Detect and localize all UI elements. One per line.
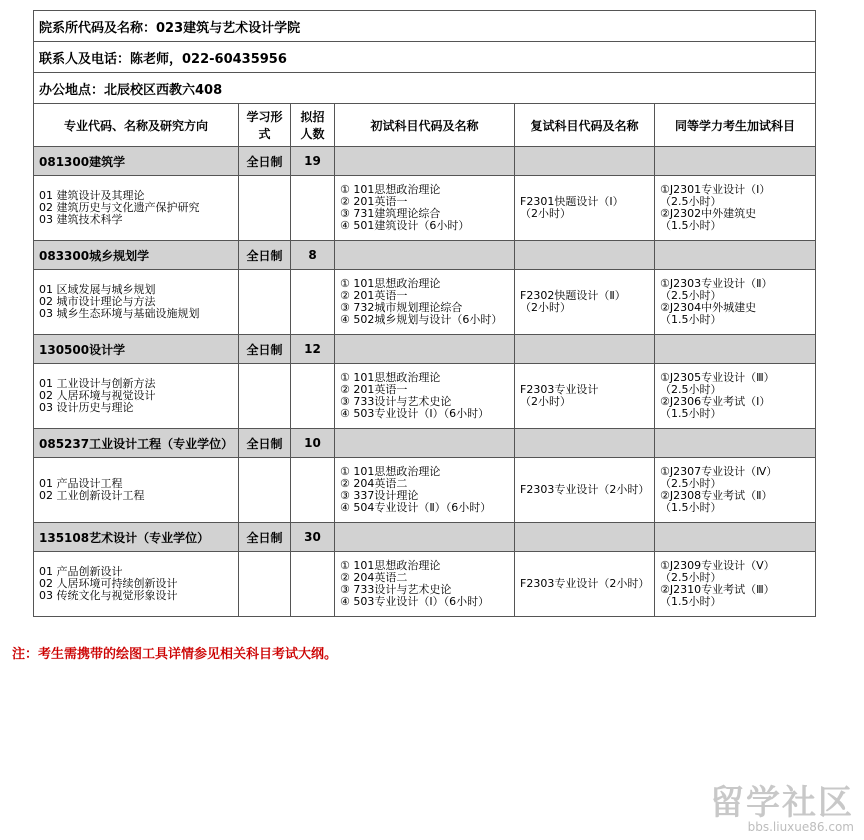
retest-subjects — [515, 458, 655, 523]
retest-subjects-line: F2303专业设计（2小时） — [520, 577, 650, 590]
prelim-subjects-line: ④ 503专业设计（Ⅰ）（6小时） — [340, 595, 490, 608]
extra-subjects-line: （1.5小时） — [660, 595, 722, 608]
quota: 12 — [291, 335, 335, 364]
program-detail-row — [34, 364, 816, 429]
retest-subjects-line: （2小时） — [520, 301, 571, 314]
prelim-subjects — [335, 458, 515, 523]
research-directions-line: 01 区域发展与城乡规划 — [39, 283, 156, 296]
extra-subjects-line: ①J2303专业设计（Ⅱ） — [660, 277, 773, 290]
program-name: 130500设计学 — [34, 335, 239, 364]
extra-subjects-line: ①J2301专业设计（Ⅰ） — [660, 183, 771, 196]
retest-subjects-line: F2302快题设计（Ⅱ） — [520, 289, 626, 302]
col-prelim: 初试科目代码及名称 — [335, 104, 515, 147]
prelim-subjects — [335, 364, 515, 429]
research-directions-line: 03 传统文化与视觉形象设计 — [39, 589, 178, 602]
empty-cell — [335, 147, 515, 176]
watermark-title: 留学社区 — [710, 783, 854, 823]
extra-subjects-line: ②J2310专业考试（Ⅲ） — [660, 583, 775, 596]
prelim-subjects-line: ① 101思想政治理论 — [340, 277, 441, 290]
prelim-subjects-line: ③ 733设计与艺术史论 — [340, 583, 452, 596]
retest-subjects — [515, 552, 655, 617]
empty-cell — [515, 241, 655, 270]
extra-subjects-line: （2.5小时） — [660, 383, 722, 396]
empty-cell — [515, 429, 655, 458]
extra-subjects-line: （1.5小时） — [660, 407, 722, 420]
quota: 30 — [291, 523, 335, 552]
study-mode: 全日制 — [239, 335, 291, 364]
col-retest: 复试科目代码及名称 — [515, 104, 655, 147]
research-directions-line: 02 工业创新设计工程 — [39, 489, 145, 502]
program-name: 083300城乡规划学 — [34, 241, 239, 270]
empty-cell — [335, 523, 515, 552]
study-mode: 全日制 — [239, 147, 291, 176]
empty-cell — [335, 241, 515, 270]
empty-cell — [515, 147, 655, 176]
admissions-table — [33, 10, 816, 617]
extra-subjects — [655, 552, 816, 617]
extra-subjects — [655, 176, 816, 241]
extra-subjects — [655, 364, 816, 429]
prelim-subjects-line: ② 204英语二 — [340, 571, 408, 584]
quota: 8 — [291, 241, 335, 270]
program-row — [34, 429, 816, 458]
study-mode: 全日制 — [239, 523, 291, 552]
empty-cell — [655, 335, 816, 364]
retest-subjects-line: （2小时） — [520, 207, 571, 220]
prelim-subjects-line: ② 201英语一 — [340, 195, 408, 208]
research-directions-line: 02 人居环境与视觉设计 — [39, 389, 156, 402]
research-directions — [34, 270, 239, 335]
extra-subjects-line: ①J2305专业设计（Ⅲ） — [660, 371, 775, 384]
program-name: 135108艺术设计（专业学位） — [34, 523, 239, 552]
extra-subjects — [655, 458, 816, 523]
prelim-subjects-line: ① 101思想政治理论 — [340, 371, 441, 384]
retest-subjects-line: F2303专业设计（2小时） — [520, 483, 650, 496]
extra-subjects-line: ①J2307专业设计（Ⅳ） — [660, 465, 778, 478]
extra-subjects-line: ①J2309专业设计（Ⅴ） — [660, 559, 775, 572]
empty-cell — [291, 364, 335, 429]
empty-cell — [655, 241, 816, 270]
contact-info: 联系人及电话：陈老师，022-60435956 — [34, 42, 816, 73]
quota: 10 — [291, 429, 335, 458]
research-directions-line: 01 建筑设计及其理论 — [39, 189, 145, 202]
program-row — [34, 523, 816, 552]
empty-cell — [515, 335, 655, 364]
footnote: 注：考生需携带的绘图工具详情参见相关科目考试大纲。 — [12, 647, 338, 662]
extra-subjects-line: ②J2306专业考试（Ⅰ） — [660, 395, 771, 408]
empty-cell — [655, 147, 816, 176]
watermark-logo — [710, 775, 854, 834]
prelim-subjects-line: ③ 733设计与艺术史论 — [340, 395, 452, 408]
dept-info: 院系所代码及名称：023建筑与艺术设计学院 — [34, 11, 816, 42]
extra-subjects — [655, 270, 816, 335]
program-detail-row — [34, 552, 816, 617]
research-directions-line: 01 工业设计与创新方法 — [39, 377, 156, 390]
empty-cell — [655, 429, 816, 458]
research-directions-line: 03 建筑技术科学 — [39, 213, 123, 226]
quota: 19 — [291, 147, 335, 176]
extra-subjects-line: （1.5小时） — [660, 313, 722, 326]
col-extra: 同等学力考生加试科目 — [655, 104, 816, 147]
extra-subjects-line: （1.5小时） — [660, 219, 722, 232]
retest-subjects-line: F2301快题设计（Ⅰ） — [520, 195, 624, 208]
prelim-subjects-line: ② 201英语一 — [340, 289, 408, 302]
extra-subjects-line: （1.5小时） — [660, 501, 722, 514]
prelim-subjects-line: ② 204英语二 — [340, 477, 408, 490]
research-directions-line: 02 城市设计理论与方法 — [39, 295, 156, 308]
program-row — [34, 147, 816, 176]
extra-subjects-line: （2.5小时） — [660, 477, 722, 490]
retest-subjects-line: F2303专业设计 — [520, 383, 599, 396]
empty-cell — [655, 523, 816, 552]
col-quota: 拟招人数 — [291, 104, 335, 147]
research-directions-line: 01 产品设计工程 — [39, 477, 123, 490]
col-mode: 学习形式 — [239, 104, 291, 147]
extra-subjects-line: ②J2308专业考试（Ⅱ） — [660, 489, 773, 502]
retest-subjects — [515, 270, 655, 335]
program-name: 081300建筑学 — [34, 147, 239, 176]
program-name: 085237工业设计工程（专业学位） — [34, 429, 239, 458]
extra-subjects-line: （2.5小时） — [660, 195, 722, 208]
prelim-subjects-line: ② 201英语一 — [340, 383, 408, 396]
research-directions-line: 02 人居环境可持续创新设计 — [39, 577, 178, 590]
program-row — [34, 241, 816, 270]
prelim-subjects-line: ③ 731建筑理论综合 — [340, 207, 441, 220]
research-directions — [34, 364, 239, 429]
prelim-subjects — [335, 176, 515, 241]
retest-subjects — [515, 176, 655, 241]
research-directions-line: 02 建筑历史与文化遗产保护研究 — [39, 201, 200, 214]
research-directions — [34, 458, 239, 523]
empty-cell — [515, 523, 655, 552]
research-directions — [34, 552, 239, 617]
retest-subjects-line: （2小时） — [520, 395, 571, 408]
prelim-subjects-line: ① 101思想政治理论 — [340, 183, 441, 196]
empty-cell — [291, 552, 335, 617]
research-directions-line: 03 设计历史与理论 — [39, 401, 134, 414]
office-info: 办公地点：北辰校区西教六408 — [34, 73, 816, 104]
program-detail-row — [34, 270, 816, 335]
empty-cell — [239, 270, 291, 335]
prelim-subjects-line: ① 101思想政治理论 — [340, 465, 441, 478]
research-directions-line: 03 城乡生态环境与基础设施规划 — [39, 307, 200, 320]
study-mode: 全日制 — [239, 429, 291, 458]
empty-cell — [335, 335, 515, 364]
prelim-subjects-line: ④ 502城乡规划与设计（6小时） — [340, 313, 503, 326]
empty-cell — [239, 364, 291, 429]
prelim-subjects-line: ④ 503专业设计（Ⅰ）（6小时） — [340, 407, 490, 420]
empty-cell — [239, 176, 291, 241]
empty-cell — [239, 552, 291, 617]
prelim-subjects-line: ④ 501建筑设计（6小时） — [340, 219, 470, 232]
program-detail-row — [34, 458, 816, 523]
prelim-subjects-line: ③ 732城市规划理论综合 — [340, 301, 463, 314]
empty-cell — [239, 458, 291, 523]
study-mode: 全日制 — [239, 241, 291, 270]
retest-subjects — [515, 364, 655, 429]
extra-subjects-line: （2.5小时） — [660, 289, 722, 302]
col-major: 专业代码、名称及研究方向 — [34, 104, 239, 147]
extra-subjects-line: ②J2302中外建筑史 — [660, 207, 757, 220]
empty-cell — [291, 270, 335, 335]
prelim-subjects-line: ③ 337设计理论 — [340, 489, 419, 502]
extra-subjects-line: ②J2304中外城建史 — [660, 301, 757, 314]
prelim-subjects-line: ④ 504专业设计（Ⅱ）（6小时） — [340, 501, 492, 514]
prelim-subjects — [335, 270, 515, 335]
empty-cell — [335, 429, 515, 458]
program-row — [34, 335, 816, 364]
watermark-url: bbs.liuxue86.com — [747, 820, 854, 834]
column-header-row — [34, 104, 816, 147]
research-directions-line: 01 产品创新设计 — [39, 565, 123, 578]
empty-cell — [291, 458, 335, 523]
program-detail-row — [34, 176, 816, 241]
prelim-subjects-line: ① 101思想政治理论 — [340, 559, 441, 572]
prelim-subjects — [335, 552, 515, 617]
research-directions — [34, 176, 239, 241]
extra-subjects-line: （2.5小时） — [660, 571, 722, 584]
empty-cell — [291, 176, 335, 241]
